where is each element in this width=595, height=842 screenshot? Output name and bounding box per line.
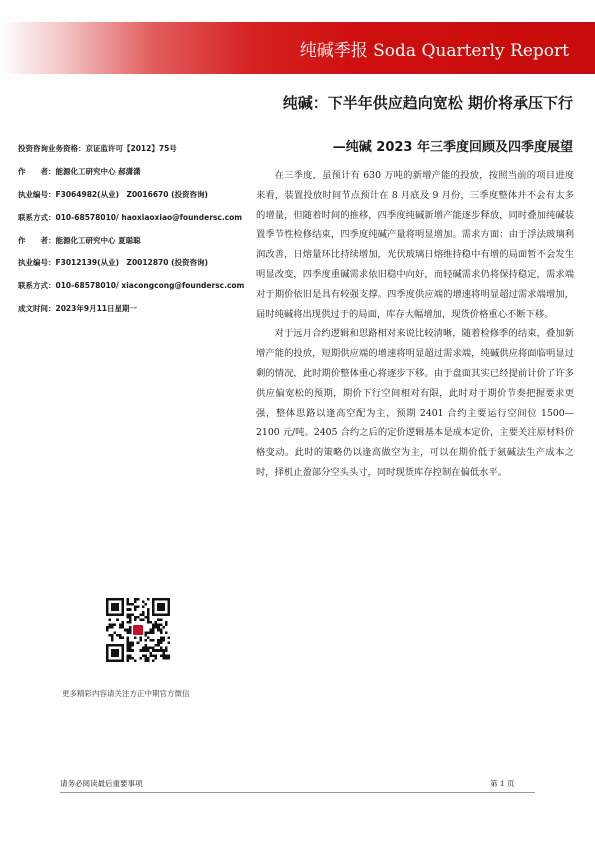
- meta-value: F3012139(从业) Z0012870 (投资咨询): [55, 258, 208, 268]
- meta-value: F3064982(从业) Z0016670 (投资咨询): [55, 189, 208, 199]
- qr-code-icon[interactable]: [106, 598, 170, 662]
- report-title: 纯碱：下半年供应趋向宽松 期价将承压下行: [282, 94, 573, 112]
- footer-divider: [60, 792, 535, 793]
- meta-row-author: [18, 236, 243, 247]
- page-number: 第 1 页: [490, 779, 515, 788]
- report-subtitle: —纯碱 2023 年三季度回顾及四季度展望: [332, 140, 573, 155]
- meta-row-date: [18, 304, 243, 315]
- report-body: [256, 166, 574, 483]
- meta-value: 2023年9月11日星期一: [55, 304, 138, 314]
- body-paragraph: 对于远月合约逻辑和思路相对来说比较清晰，随着检修季的结束，叠加新增产能的投放，短期供应端的增速将明显超过需求端，纯碱供应将面临明显过剩的情况，此时期价整体重心将逐步下移。由于盘面其实已经提前计价了许多供应偏宽松的预期，期价下行空间相对有限，此时对于期价节奏把握要求更强，整体思路以逢高空配为主，预期 2401 合约主要运行空间位 1500—2100 元/吨。2405 合约之后的定价逻辑基本是成本定价，主要关注原材料价格变动。此时的策略仍以逢高做空为主，可以在期价低于氨碱法生产成本之时，择机止盈部分空头头寸，同时现货库存控制在偏低水平。: [256, 328, 574, 478]
- meta-key: 成文时间：: [18, 304, 56, 314]
- meta-value: 010-68578010/ xiacongcong@foundersc.com: [55, 281, 245, 291]
- meta-value: 能源化工研究中心 郝潇潇: [55, 166, 141, 176]
- report-banner: [0, 22, 595, 74]
- meta-row-cert: [18, 190, 243, 201]
- meta-key: 联系方式：: [18, 212, 56, 222]
- meta-key: 作 者：: [18, 166, 56, 176]
- meta-key: 执业编号：: [18, 258, 56, 268]
- meta-row-contact: [18, 213, 243, 224]
- meta-value: 能源化工研究中心 夏聪聪: [55, 235, 141, 245]
- meta-row-author: [18, 167, 243, 178]
- banner-title: 纯碱季报 Soda Quarterly Report: [299, 41, 569, 61]
- qr-caption: 更多精彩内容请关注方正中期官方微信: [62, 689, 190, 698]
- footer-disclaimer: 请务必阅读最后重要事项: [60, 779, 143, 788]
- author-info: [18, 144, 243, 327]
- meta-value: 京证监许可【2012】75号: [85, 144, 177, 153]
- meta-row-license: [18, 144, 243, 155]
- meta-value: 010-68578010/ haoxiaoxiao@foundersc.com: [55, 212, 243, 222]
- meta-row-contact: [18, 281, 243, 292]
- meta-key: 联系方式：: [18, 281, 56, 291]
- qr-logo-icon: [133, 625, 143, 635]
- meta-key: 作 者：: [18, 235, 56, 245]
- body-paragraph: 在三季度，虽预计有 630 万吨的新增产能的投放，按照当前的项目进度来看，装置投放时间节点预计在 8 月底及 9 月份，三季度整体并不会有太多的增量，但随着时间的推移，四季度纯碱新增产能逐步释放，同时叠加纯碱装置季节性检修结束，四季度纯碱产量将明显增加。需求方面：由于浮法玻璃利润改善，日熔量环比持续增加，光伏玻璃日熔维持稳中有增的局面暂不会发生明显改变，四季度重碱需求依旧稳中向好，而轻碱需求仍将保持稳定，需求端对于期价依旧是具有较强支撑。四季度供应端的增速将明显超过需求端增加，届时纯碱将出现供过于的局面，库存大幅增加，现货价格重心不断下移。: [256, 170, 574, 320]
- meta-key: 执业编号：: [18, 189, 56, 199]
- meta-row-cert: [18, 258, 243, 269]
- meta-key: 投资咨询业务资格：: [18, 144, 86, 153]
